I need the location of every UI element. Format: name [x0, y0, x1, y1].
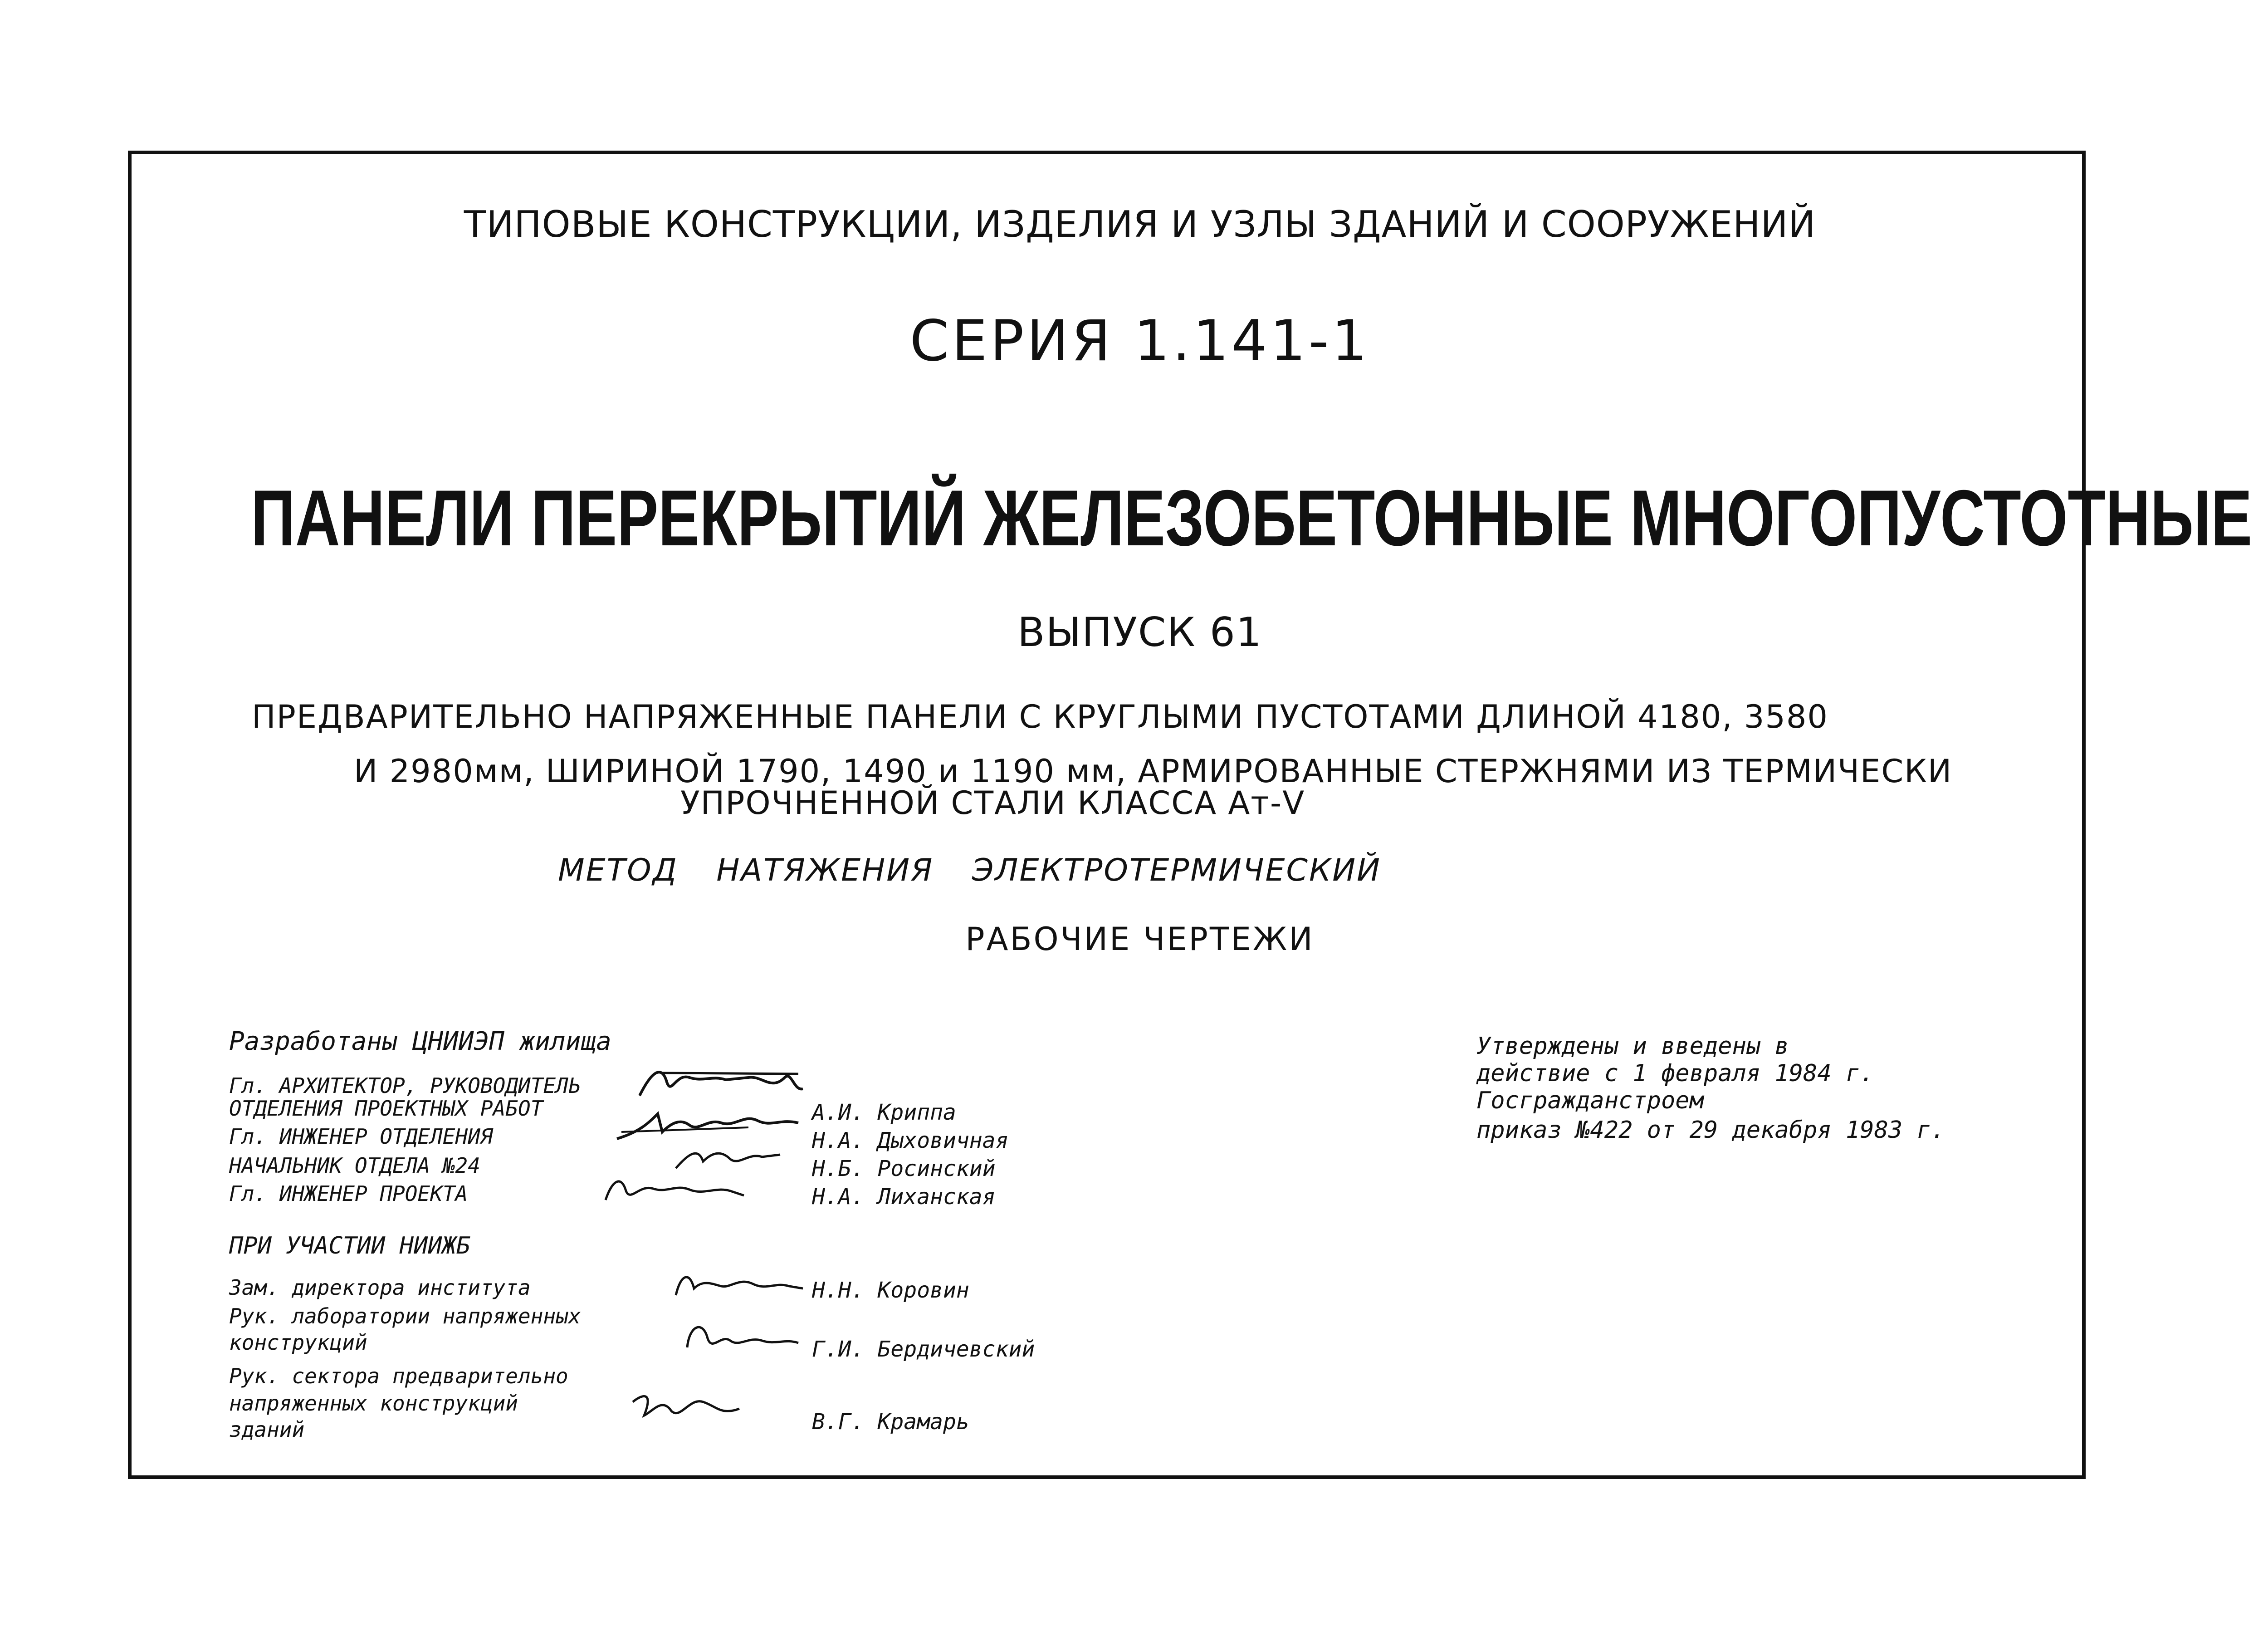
approval-line-3: Госгражданстроем: [1476, 1087, 1704, 1114]
signatory-name: А.И. Криппа: [812, 1100, 956, 1125]
description-line-1: ПРЕДВАРИТЕЛЬНО НАПРЯЖЕННЫЕ ПАНЕЛИ С КРУГЛЫМИ ПУСТОТАМИ ДЛИНОЙ 4180, 3580: [252, 698, 1828, 735]
signature-5: [671, 1266, 807, 1302]
role-sector-head-cont2: зданий: [229, 1417, 305, 1442]
signature-2: [612, 1105, 803, 1146]
role-lab-head-cont: конструкций: [229, 1330, 367, 1355]
signatory-name: Н.Н. Коровин: [812, 1278, 969, 1303]
approval-line-4: приказ №422 от 29 декабря 1983 г.: [1476, 1117, 1945, 1144]
drawings-label: РАБОЧИЕ ЧЕРТЕЖИ: [965, 921, 1315, 958]
signatory-name: В.Г. Крамарь: [812, 1409, 969, 1435]
role-chief-architect-dept: ОТДЕЛЕНИЯ ПРОЕКТНЫХ РАБОТ: [229, 1096, 543, 1121]
role-chief-engineer-dept: Гл. ИНЖЕНЕР ОТДЕЛЕНИЯ: [229, 1124, 493, 1149]
role-deputy-director: Зам. директора института: [229, 1275, 531, 1300]
series-number: СЕРИЯ 1.141-1: [909, 309, 1370, 374]
signatory-name: Н.А. Дыховичная: [812, 1128, 1009, 1153]
signature-1: [635, 1064, 807, 1105]
developed-by: Разработаны ЦНИИЭП жилища: [229, 1027, 611, 1056]
signatory-name: Г.И. Бердичевский: [812, 1337, 1035, 1362]
signature-6: [680, 1316, 803, 1357]
role-sector-head: Рук. сектора предварительно: [229, 1364, 568, 1388]
role-chief-architect: Гл. АРХИТЕКТОР, РУКОВОДИТЕЛЬ: [229, 1073, 581, 1098]
signature-7: [626, 1384, 744, 1429]
role-lab-head: Рук. лаборатории напряженных: [229, 1304, 581, 1328]
description-line-2: И 2980мм, ШИРИНОЙ 1790, 1490 и 1190 мм, АРМИРОВАННЫЕ СТЕРЖНЯМИ ИЗ ТЕРМИЧЕСКИ: [354, 753, 1953, 790]
signatory-name: Н.Б. Росинский: [812, 1156, 996, 1181]
role-chief-project-engineer: Гл. ИНЖЕНЕР ПРОЕКТА: [229, 1181, 468, 1206]
document-title: ПАНЕЛИ ПЕРЕКРЫТИЙ ЖЕЛЕЗОБЕТОННЫЕ МНОГОПУСТОТНЫЕ: [250, 474, 2253, 563]
description-line-3: УПРОЧНЕННОЙ СТАЛИ КЛАССА Ат-V: [680, 784, 1305, 822]
issue-number: ВЫПУСК 61: [1017, 609, 1262, 656]
participation-heading: ПРИ УЧАСТИИ НИИЖБ: [229, 1232, 471, 1259]
tension-method: МЕТОД НАТЯЖЕНИЯ ЭЛЕКТРОТЕРМИЧЕСКИЙ: [558, 852, 1381, 888]
role-sector-head-cont: напряженных конструкций: [229, 1391, 518, 1415]
role-head-of-department: НАЧАЛЬНИК ОТДЕЛА №24: [229, 1153, 480, 1178]
signature-4: [599, 1171, 748, 1207]
signatory-name: Н.А. Лиханская: [812, 1184, 996, 1210]
approval-line-2: действие с 1 февраля 1984 г.: [1476, 1060, 1874, 1087]
collection-heading: ТИПОВЫЕ КОНСТРУКЦИИ, ИЗДЕЛИЯ И УЗЛЫ ЗДАНИЙ И СООРУЖЕНИЙ: [464, 203, 1816, 245]
approval-line-1: Утверждены и введены в: [1476, 1033, 1789, 1060]
